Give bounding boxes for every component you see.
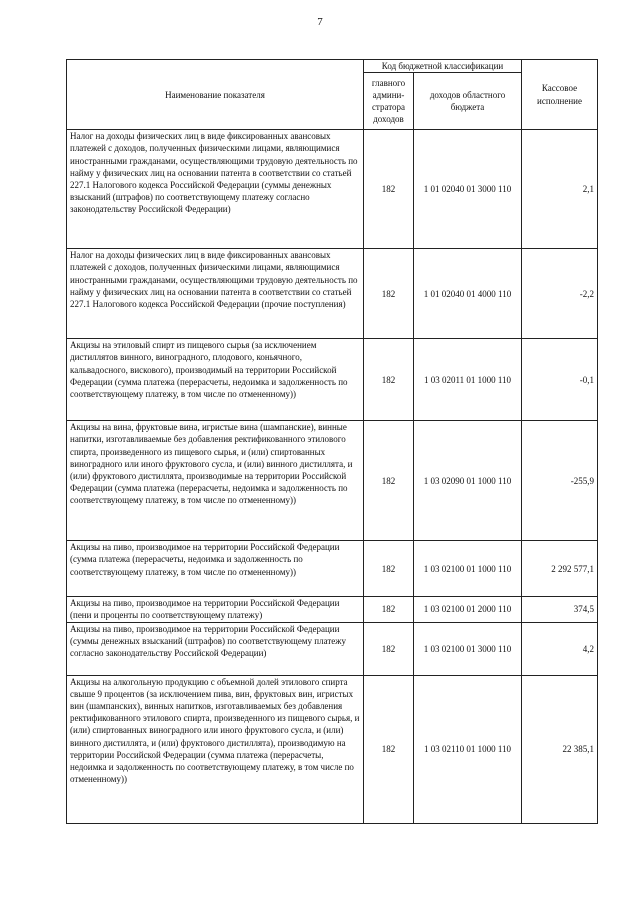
- row-amount: 2 292 577,1: [522, 541, 598, 597]
- row-admin-code: 182: [364, 597, 414, 622]
- row-amount: 2,1: [522, 130, 598, 249]
- row-income-code: 1 03 02110 01 1000 110: [414, 675, 522, 823]
- row-name: Акцизы на пиво, производимое на территории Российской Федерации (суммы денежных взысканий (штрафов) по соответствующему платежу согласно законодательству Российской Федерации): [67, 622, 364, 675]
- header-classification-group: Код бюджетной классификации: [364, 60, 522, 73]
- table-row: [67, 130, 598, 249]
- row-name: Акцизы на алкогольную продукцию с объемной долей этилового спирта свыше 9 процентов (за исключением пива, вин, фруктовых вин, игристых вин (шампанских), винных напитков, изготавливаемых без добавления ректификованного этилового спирта, произведенного из пищевого сырья, и (или) спиртованных виноградного или иного фруктового сусла, и (или) винного дистиллята, и (или) фруктового дистиллята), производимую на территории Российской Федерации (сумма платежа (перерасчеты, недоимка и задолженность по соответствующему платежу, в том числе по отмененному)): [67, 675, 364, 823]
- table-row: [67, 249, 598, 339]
- row-amount: 374,5: [522, 597, 598, 622]
- row-name: Акцизы на пиво, производимое на территории Российской Федерации (сумма платежа (перерасчеты, недоимка и задолженность по соответствующему платежу, в том числе по отмененному)): [67, 541, 364, 597]
- row-amount: 22 385,1: [522, 675, 598, 823]
- table-row: [67, 339, 598, 421]
- table-header: [67, 60, 598, 130]
- row-admin-code: 182: [364, 339, 414, 421]
- row-name: Акцизы на этиловый спирт из пищевого сырья (за исключением дистиллятов винного, виноградного, плодового, коньячного, кальвадосного, вискового), производимый на территории Российской Федерации (сумма платежа (перерасчеты, недоимка и задолженность по соответствующему платежу, в том числе по отмененному)): [67, 339, 364, 421]
- table-row: [67, 622, 598, 675]
- row-amount: -2,2: [522, 249, 598, 339]
- table-row: [67, 421, 598, 541]
- row-income-code: 1 01 02040 01 3000 110: [414, 130, 522, 249]
- row-admin-code: 182: [364, 130, 414, 249]
- row-admin-code: 182: [364, 622, 414, 675]
- row-admin-code: 182: [364, 249, 414, 339]
- row-name: Акцизы на вина, фруктовые вина, игристые вина (шампанские), винные напитки, изготавливаемые без добавления ректификованного этилового спирта, произведенного из пищевого сырья, и (или) спиртованных виноградного или иного фруктового сусла, и (или) винного дистиллята, и (или) фруктового дистиллята, производимые на территории Российской Федерации (сумма платежа (перерасчеты, недоимка и задолженность по соответствующему платежу, в том числе по отмененному)): [67, 421, 364, 541]
- row-name: Налог на доходы физических лиц в виде фиксированных авансовых платежей с доходов, полученных физическими лицами, являющимися иностранными гражданами, осуществляющими трудовую деятельность по найму у физических лиц на основании патента в соответствии со статьей 227.1 Налогового кодекса Российской Федерации (суммы денежных взысканий (штрафов) по соответствующему платежу согласно законодательству Российской Федерации): [67, 130, 364, 249]
- row-admin-code: 182: [364, 675, 414, 823]
- header-income-code: доходов областного бюджета: [414, 73, 522, 130]
- row-income-code: 1 03 02090 01 1000 110: [414, 421, 522, 541]
- row-income-code: 1 03 02011 01 1000 110: [414, 339, 522, 421]
- row-name: Акцизы на пиво, производимое на территории Российской Федерации (пени и проценты по соответствующему платежу): [67, 597, 364, 622]
- budget-table: [66, 59, 598, 824]
- page-number: 7: [317, 16, 323, 28]
- row-amount: -0,1: [522, 339, 598, 421]
- header-admin-code: главного админи-стратора доходов: [364, 73, 414, 130]
- table-row: [67, 675, 598, 823]
- row-name: Налог на доходы физических лиц в виде фиксированных авансовых платежей с доходов, полученных физическими лицами, являющимися иностранными гражданами, осуществляющими трудовую деятельность по найму у физических лиц на основании патента в соответствии со статьей 227.1 Налогового кодекса Российской Федерации (прочие поступления): [67, 249, 364, 339]
- row-income-code: 1 03 02100 01 2000 110: [414, 597, 522, 622]
- row-admin-code: 182: [364, 541, 414, 597]
- row-amount: -255,9: [522, 421, 598, 541]
- row-admin-code: 182: [364, 421, 414, 541]
- header-name-column: Наименование показателя: [67, 60, 364, 130]
- row-income-code: 1 01 02040 01 4000 110: [414, 249, 522, 339]
- table-body: [67, 130, 598, 823]
- row-income-code: 1 03 02100 01 3000 110: [414, 622, 522, 675]
- row-income-code: 1 03 02100 01 1000 110: [414, 541, 522, 597]
- table-row: [67, 597, 598, 622]
- table-row: [67, 541, 598, 597]
- header-cash-execution: Кассовое исполнение: [522, 60, 598, 130]
- row-amount: 4,2: [522, 622, 598, 675]
